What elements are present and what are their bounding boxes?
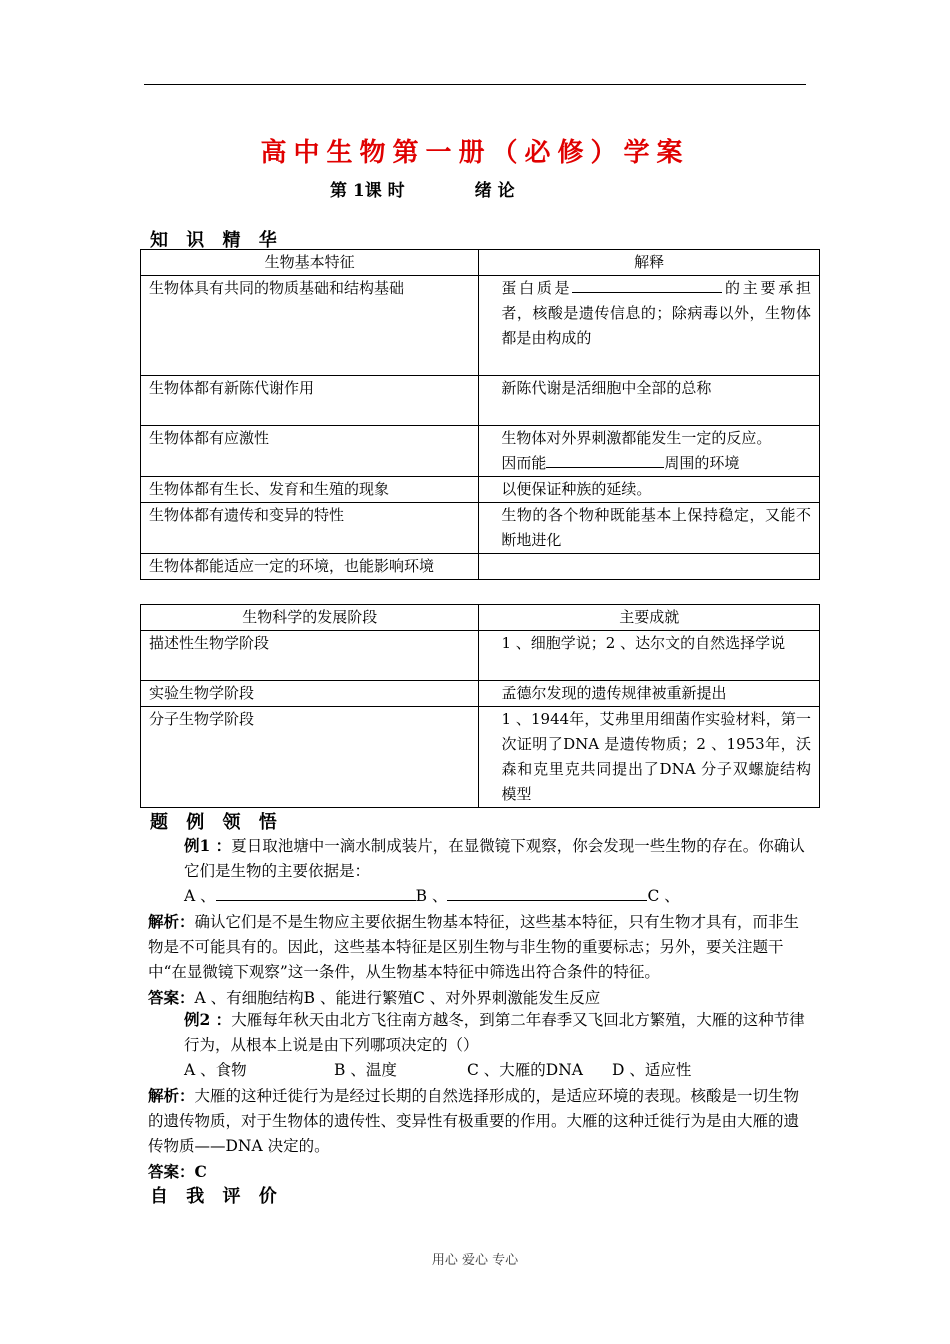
example1-question: 夏日取池塘中一滴水制成装片，在显微镜下观察，你会发现一些生物的存在。你确认它们是生物的主要依据是： bbox=[184, 837, 805, 880]
fill-blank[interactable] bbox=[546, 451, 664, 468]
table-row bbox=[141, 276, 820, 376]
achievement-cell: 孟德尔发现的遗传规律被重新提出 bbox=[479, 681, 820, 707]
feature-cell: 生物体都有遗传和变异的特性 bbox=[141, 503, 479, 554]
feature-cell: 生物体都能适应一定的环境，也能影响环境 bbox=[141, 554, 479, 580]
explanation-cell: 生物的各个物种既能基本上保持稳定，又能不断地进化 bbox=[479, 503, 820, 554]
stages-header-achievement: 主要成就 bbox=[479, 605, 820, 631]
answer-blank-a[interactable] bbox=[216, 884, 416, 901]
stages-header-stage: 生物科学的发展阶段 bbox=[141, 605, 479, 631]
table-row bbox=[141, 426, 820, 477]
table-row bbox=[141, 376, 820, 426]
example2-analysis: 解析：大雁的这种迁徙行为是经过长期的自然选择形成的，是适应环境的表现。核酸是一切生物的遗传物质，对于生物体的遗传性、变异性有极重要的作用。大雁的这种迁徙行为是由大雁的遗传物质——DNA 决定的。 bbox=[148, 1086, 800, 1155]
option-c[interactable]: C 、大雁的DNA bbox=[467, 1061, 583, 1079]
example2-options bbox=[148, 1058, 808, 1083]
example2-label: 例2 ： bbox=[184, 1010, 232, 1029]
example1-answer: 答案：A 、有细胞结构B 、能进行繁殖C 、对外界刺激能发生反应 bbox=[148, 988, 601, 1007]
stage-cell: 分子生物学阶段 bbox=[141, 707, 479, 808]
table-row bbox=[141, 477, 820, 503]
lesson-topic: 绪 论 bbox=[474, 181, 515, 201]
stages-table bbox=[140, 604, 820, 808]
section-self-eval: 自 我 评 价 bbox=[150, 1186, 283, 1207]
feature-cell: 生物体都有生长、发育和生殖的现象 bbox=[141, 477, 479, 503]
explanation-cell: 生物体对外界刺激都能发生一定的反应。 因而能 周围的环境 bbox=[479, 426, 820, 477]
answer-blank-b[interactable] bbox=[447, 884, 647, 901]
example1-analysis: 解析：确认它们是不是生物应主要依据生物基本特征，这些基本特征，只有生物才具有，而非生物是不可能具有的。因此，这些基本特征是区别生物与非生物的重要标志；另外，要关注题干中“在显微镜下观察”这一条件，从生物基本特征中筛选出符合条件的特征。 bbox=[148, 912, 800, 981]
lesson-number: 第 1课 时 bbox=[330, 181, 405, 201]
table-row bbox=[141, 631, 820, 681]
achievement-cell: 1 、细胞学说；2 、达尔文的自然选择学说 bbox=[479, 631, 820, 681]
stage-cell: 实验生物学阶段 bbox=[141, 681, 479, 707]
page-title: 高中生物第一册（必修）学案 bbox=[260, 138, 690, 168]
features-table bbox=[140, 249, 820, 580]
page-footer: 用心 爱心 专心 bbox=[431, 1253, 519, 1268]
example1-blanks: A 、 B 、 C 、 bbox=[148, 884, 808, 909]
option-d[interactable]: D 、适应性 bbox=[612, 1061, 692, 1079]
section-examples: 题 例 领 悟 bbox=[150, 812, 283, 833]
header-rule bbox=[144, 84, 806, 85]
features-header-feature: 生物基本特征 bbox=[141, 250, 479, 276]
table-row bbox=[141, 681, 820, 707]
option-b[interactable]: B 、温度 bbox=[334, 1061, 397, 1079]
example2-answer: 答案：C bbox=[148, 1162, 207, 1181]
lesson-subtitle bbox=[330, 176, 515, 201]
explanation-cell bbox=[479, 554, 820, 580]
achievement-cell: 1 、1944年，艾弗里用细菌作实验材料，第一次证明了DNA 是遗传物质；2 、1953年，沃森和克里克共同提出了DNA 分子双螺旋结构模型 bbox=[479, 707, 820, 808]
table-row bbox=[141, 503, 820, 554]
feature-cell: 生物体都有新陈代谢作用 bbox=[141, 376, 479, 426]
features-header-explanation: 解释 bbox=[479, 250, 820, 276]
section-knowledge: 知 识 精 华 bbox=[150, 230, 283, 251]
example1-label: 例1 ： bbox=[184, 836, 232, 855]
stage-cell: 描述性生物学阶段 bbox=[141, 631, 479, 681]
explanation-cell: 蛋白质是 的主要承担者，核酸是遗传信息的；除病毒以外，生物体都是由构成的 bbox=[479, 276, 820, 376]
example2-block bbox=[148, 1007, 808, 1184]
feature-cell: 生物体具有共同的物质基础和结构基础 bbox=[141, 276, 479, 376]
table-row bbox=[141, 707, 820, 808]
explanation-cell: 以便保证种族的延续。 bbox=[479, 477, 820, 503]
explanation-cell: 新陈代谢是活细胞中全部的总称 bbox=[479, 376, 820, 426]
table-row bbox=[141, 554, 820, 580]
feature-cell: 生物体都有应激性 bbox=[141, 426, 479, 477]
example1-block bbox=[148, 833, 808, 1011]
option-a[interactable]: A 、食物 bbox=[184, 1061, 247, 1079]
fill-blank[interactable] bbox=[572, 276, 722, 293]
example2-question: 大雁每年秋天由北方飞往南方越冬，到第二年春季又飞回北方繁殖，大雁的这种节律行为，从根本上说是由下列哪项决定的（） bbox=[184, 1011, 805, 1054]
